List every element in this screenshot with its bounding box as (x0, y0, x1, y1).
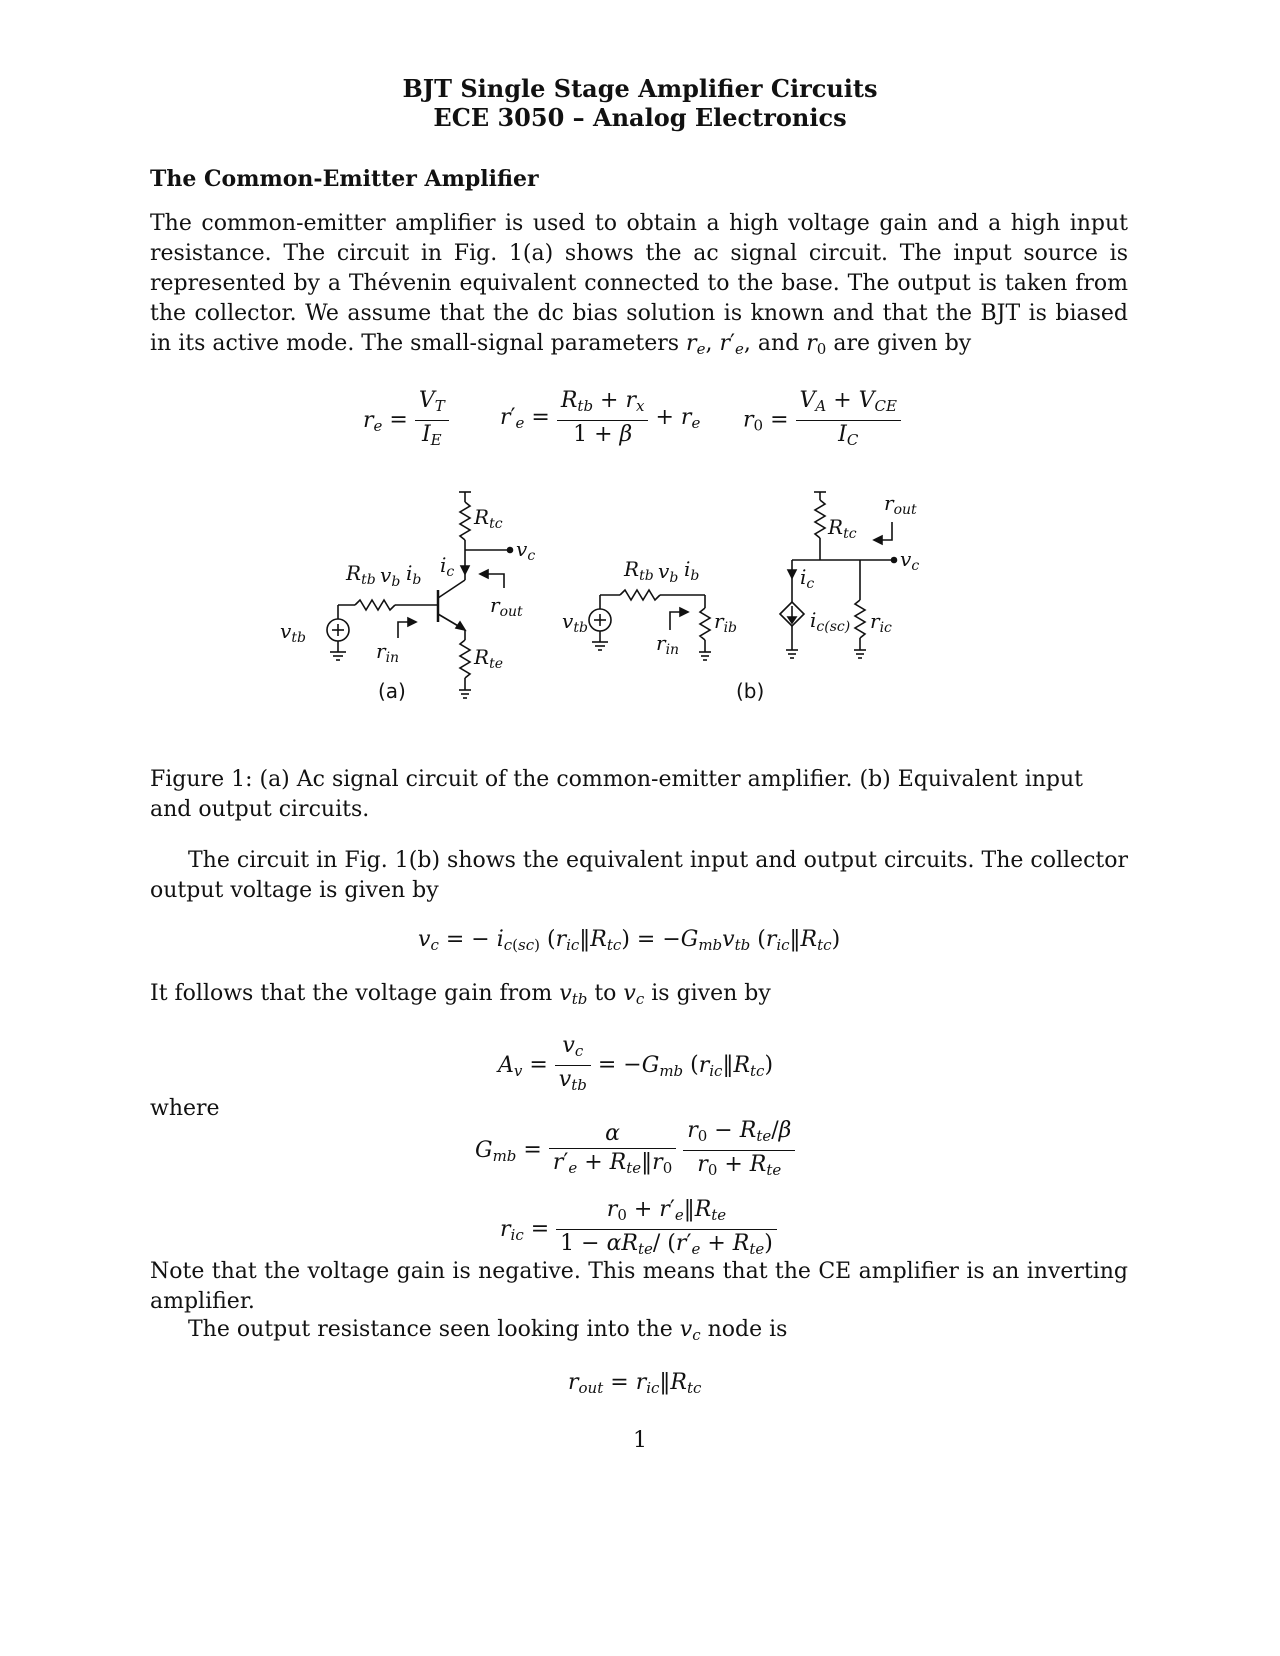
eq-re: $r_e$ = $\frac{V_T}{I_E}$ (363, 387, 449, 454)
svg-text:vc: $v_c$ (516, 537, 536, 564)
eq-gmb: $G_{mb}$ = $\frac{\alpha}{r'_e + R_{te}‖r_0}$ $\frac{r_0 - R_{te}/\beta}{r_0 + R_{te}}$ (475, 1117, 795, 1184)
svg-text:rin: $r_{in}$ (376, 639, 400, 666)
intro-text-b: are given by (826, 331, 972, 356)
svg-text:Rtb: $R_{tb}$ (346, 561, 376, 588)
eq-vc: $v_c$ = − $i_{c(sc)}$ $(r_{ic}‖R_{tc}) = -G_{mb}v_{tb}$ $(r_{ic}‖R_{tc})$ (418, 927, 841, 954)
svg-text:vb: $v_b$ (658, 559, 679, 586)
section-heading: The Common-Emitter Amplifier (150, 166, 539, 192)
doc-title-line2: ECE 3050 – Analog Electronics (433, 103, 847, 132)
page-number: 1 (633, 1428, 647, 1453)
eq-rout: $r_{out}$ = $r_{ic}‖R_{tc}$ (568, 1370, 702, 1397)
svg-text:ic(sc): $i_{c(sc)}$ (810, 608, 851, 635)
paragraph-3: It follows that the voltage gain from $v_{tb}$ to $v_c$ is given by (150, 981, 771, 1008)
paragraph-5: The output resistance seen looking into the $v_c$ node is (188, 1317, 788, 1344)
circuit-figure (280, 490, 1000, 750)
eq-av: $A_v$ = $\frac{v_c}{v_{tb}}$ = $-G_{mb}$ $(r_{ic}‖R_{tc})$ (498, 1033, 774, 1094)
svg-text:ib: $i_b$ (684, 557, 700, 584)
svg-text:Rtb: $R_{tb}$ (624, 557, 654, 584)
svg-text:ib: $i_b$ (406, 561, 422, 588)
where-text: where (150, 1096, 220, 1121)
figure-caption: Figure 1: (a) Ac signal circuit of the common-emitter amplifier. (b) Equivalent input and output circuits. (150, 767, 1083, 822)
svg-text:vb: $v_b$ (380, 563, 401, 590)
intro-paragraph: The common-emitter amplifier is used to obtain a high voltage gain and a high input resistance. The circuit in Fig. 1(a) shows the ac signal circuit. The input source is represented by a Thévenin equivalent connected to the base. The output is taken from the collector. We assume that the dc bias solution is known and that the BJT is biased in its active mode. The small-signal parameters $r_e$, $r'_e$, and $r_0$ are given by (150, 211, 1128, 358)
p5-text-a: The output resistance seen looking into the (188, 1317, 680, 1342)
figure-label-b: (b) (736, 679, 765, 703)
svg-text:ic: $i_c$ (800, 565, 815, 592)
note-paragraph: Note that the voltage gain is negative. This means that the CE amplifier is an inverting amplifier. (150, 1259, 1128, 1314)
eq-ric: $r_{ic}$ = $\frac{r_0 + r'_e‖R_{te}}{1 - \alpha R_{te}/ (r'_e + R_{te})}$ (500, 1196, 777, 1263)
doc-title-line1: BJT Single Stage Amplifier Circuits (402, 74, 878, 103)
svg-text:ic: $i_c$ (440, 553, 455, 580)
paragraph-2: The circuit in Fig. 1(b) shows the equivalent input and output circuits. The collector output voltage is given by (150, 848, 1128, 903)
p3-text-b: is given by (644, 981, 771, 1006)
p3-text-to: to (587, 981, 624, 1006)
svg-text:vc: $v_c$ (900, 547, 920, 574)
intro-text-a: The common-emitter amplifier is used to obtain a high voltage gain and a high input resistance. The circuit in Fig. 1(a) shows the ac signal circuit. The input source is represented by a Thévenin equivalent connected to the base. The output is taken from the collector. We assume that the dc bias solution is known and that the BJT is biased in its active mode. The small-signal parameters (150, 211, 1128, 356)
svg-text:rib: $r_{ib}$ (714, 609, 738, 636)
eq-r0: $r_0$ = $\frac{V_A + V_{CE}}{I_C}$ (743, 387, 901, 454)
svg-text:rout: $r_{out}$ (884, 491, 917, 518)
svg-text:Rtc: $R_{tc}$ (474, 505, 503, 532)
figure-label-a: (a) (378, 679, 406, 703)
eq-re-prime: $r'_e$ = $\frac{R_{tb} + r_x}{1 + \beta}$ + $r_e$ (500, 388, 701, 447)
svg-text:ric: $r_{ic}$ (870, 609, 892, 636)
svg-text:Rte: $R_{te}$ (474, 645, 503, 672)
svg-text:vtb: $v_{tb}$ (280, 619, 306, 646)
p3-text-a: It follows that the voltage gain from (150, 981, 560, 1006)
p5-text-b: node is (700, 1317, 788, 1342)
svg-text:Rtc: $R_{tc}$ (828, 515, 857, 542)
svg-text:vtb: $v_{tb}$ (562, 609, 588, 636)
svg-text:rout: $r_{out}$ (490, 593, 523, 620)
svg-text:rin: $r_{in}$ (656, 631, 680, 658)
